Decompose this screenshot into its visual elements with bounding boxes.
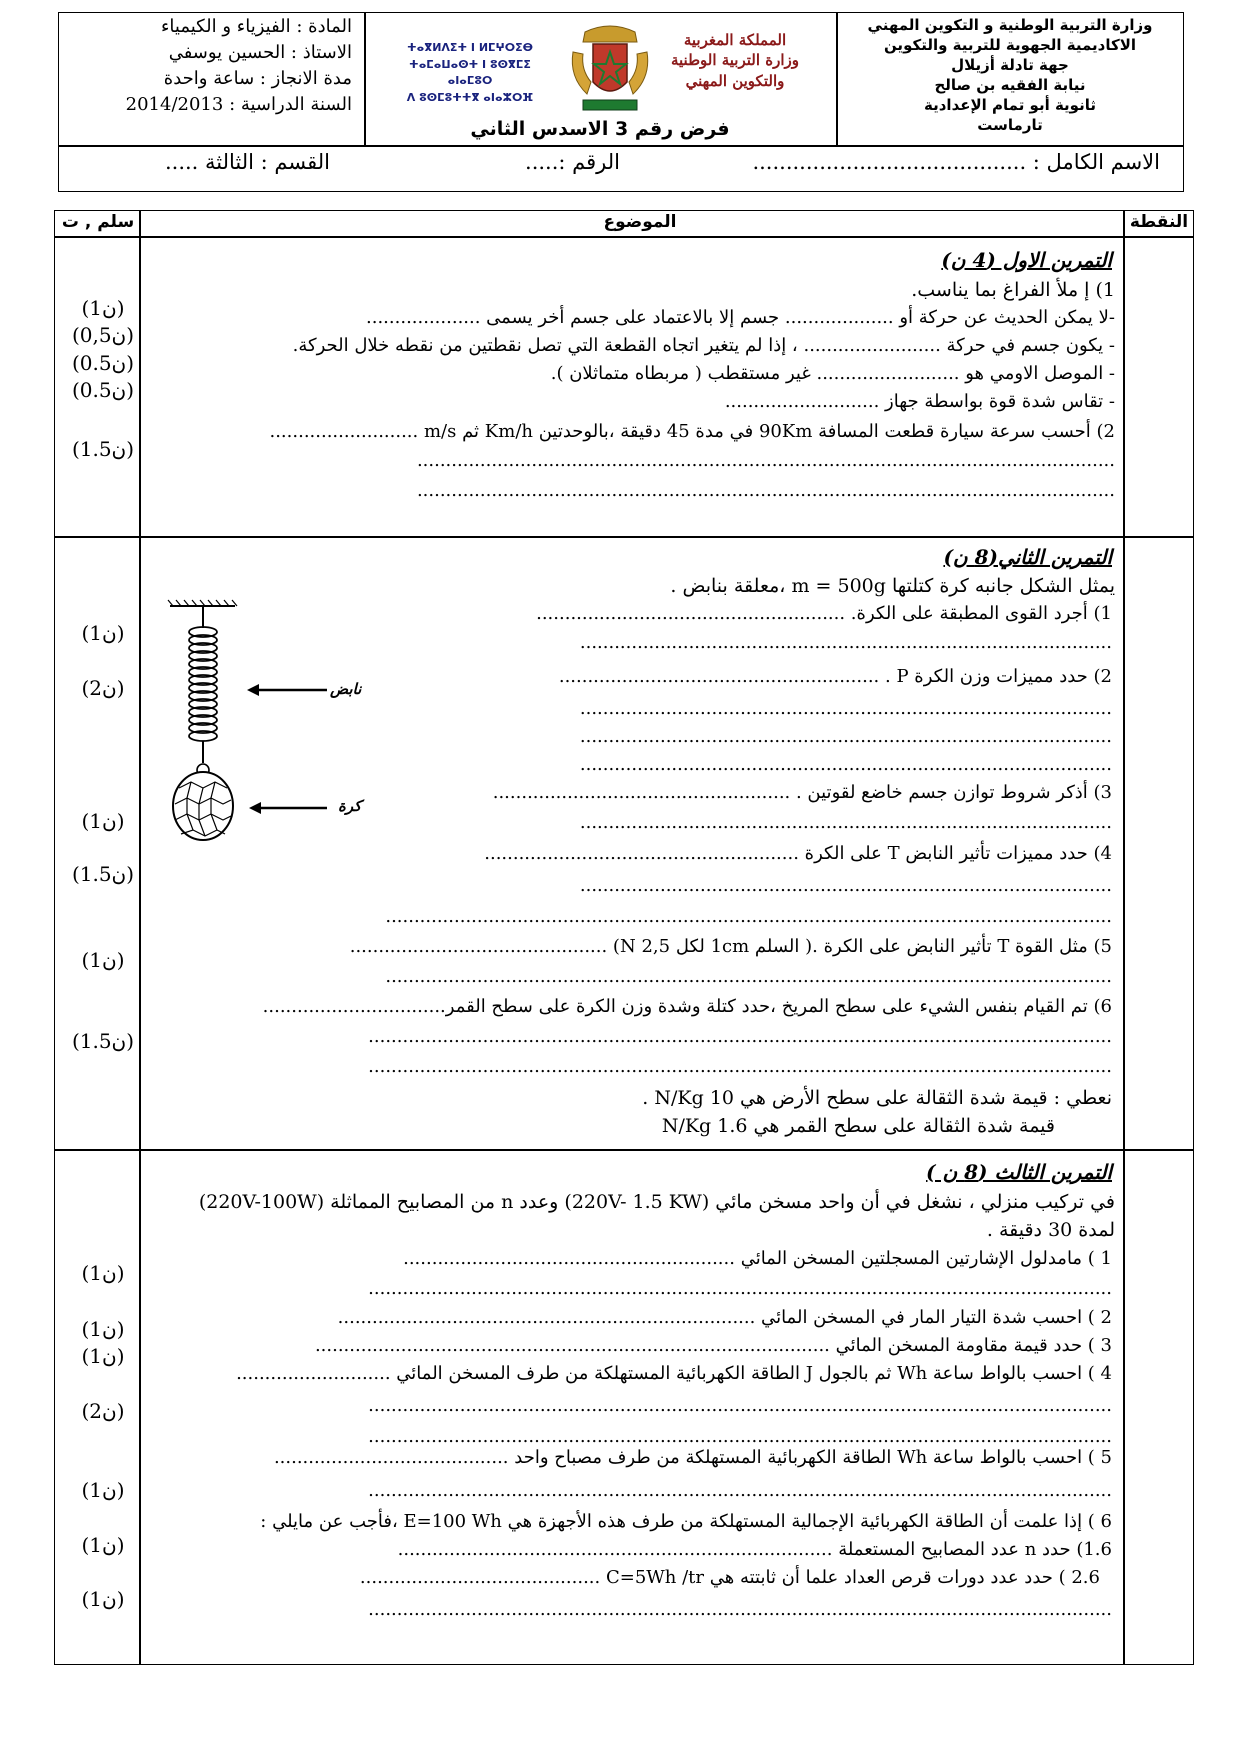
- duration-line: مدة الانجاز : ساعة واحدة: [163, 68, 352, 89]
- kingdom-text: المملكة المغربية وزارة التربية الوطنية والتكوين المهني: [670, 31, 799, 90]
- ex1-line-6[interactable]: 2) أحسب سرعة سيارة قطعت المسافة 90Km في مدة 45 دقيقة ،بالوحدتين Km/h ثم m/s ..........................: [269, 421, 1115, 442]
- ex1-bottom-line: [54, 536, 1194, 538]
- ex2-answer-line[interactable]: .............................................................................................: [579, 698, 1112, 719]
- col-header-subject: الموضوع: [603, 212, 677, 232]
- header-divider-h: [58, 145, 1184, 147]
- spring-label: نابض: [330, 680, 362, 698]
- ex1-line-2[interactable]: -لا يمكن الحديث عن حركة أو ................... جسم إلا بالاعتماد على جسم أخر يسمى ....................: [366, 307, 1115, 328]
- ex3-answer-line[interactable]: ..................................................................................................................................: [368, 1426, 1112, 1447]
- ex2-bottom-line: [54, 1149, 1194, 1151]
- ex2-q5[interactable]: 5) مثل القوة T تأثير النابض على الكرة .( السلم 1cm لكل 2,5 N) .............................................: [349, 936, 1112, 957]
- ex3-q4[interactable]: 4 ) احسب بالواط ساعة Wh ثم بالجول J الطاقة الكهربائية المستهلكة من طرف المسخن المائي ...........................: [236, 1363, 1112, 1384]
- delegation-line: نيابة الفقيه بن صالح: [934, 76, 1086, 94]
- ex3-q5[interactable]: 5 ) احسب بالواط ساعة Wh الطاقة الكهربائية المستهلكة من طرف مصباح واحد .........................................: [273, 1447, 1112, 1468]
- ex3-title: التمرين الثالث (8 ن ): [926, 1160, 1112, 1184]
- header-divider-2: [836, 12, 838, 146]
- ex3-q6: 6 ) إذا علمت أن الطاقة الكهربائية الإجمالية المستهلكة من طرف هذه الأجهزة هي E=100 Wh ،فأجب عن مايلي :: [260, 1511, 1112, 1532]
- ex1-line-4[interactable]: - الموصل الاومي هو ......................... غير مستقطب ( مربطاه متماثلان ).: [550, 363, 1115, 384]
- ex3-answer-line[interactable]: ..................................................................................................................................: [368, 1278, 1112, 1299]
- ex3-points: (1ن): [81, 1261, 125, 1285]
- student-number-field[interactable]: الرقم :.....: [525, 150, 620, 174]
- ex2-points: (1.5ن): [71, 1029, 135, 1053]
- ex3-intro-1: في تركيب منزلي ، نشغل في أن واحد مسخن مائي (220V- 1.5 KW) وعدد n من المصابيح المماثلة (220V-100W): [198, 1191, 1115, 1213]
- ex1-line-5[interactable]: - تقاس شدة قوة بواسطة جهاز ...........................: [724, 391, 1115, 412]
- ex2-answer-line[interactable]: ..................................................................................................................................: [368, 1026, 1112, 1047]
- ex3-points: (1ن): [81, 1344, 125, 1368]
- ex3-answer-line[interactable]: ..................................................................................................................................: [368, 1599, 1112, 1620]
- ex2-q2[interactable]: 2) حدد مميزات وزن الكرة P . ........................................................: [558, 666, 1112, 687]
- school-line: ثانوية أبو تمام الإعدادية: [924, 96, 1096, 114]
- ex2-title: التمرين الثاني(8 ن): [943, 545, 1112, 569]
- ex1-title: التمرين الاول (4 ن): [941, 248, 1112, 272]
- logo-block: [370, 22, 830, 122]
- ministry-block: [845, 18, 1175, 133]
- ex2-points: (1.5ن): [71, 862, 135, 886]
- col-divider-left: [139, 210, 141, 1665]
- ex3-q1[interactable]: 1 ) مامدلول الإشارتين المسجلتين المسخن المائي ..........................................................: [403, 1248, 1112, 1269]
- ex2-given-2: قيمة شدة الثقالة على سطح القمر هي 1.6 N/Kg: [661, 1115, 1055, 1137]
- teacher-line: الاستاذ : الحسين يوسفي: [168, 42, 352, 63]
- ex2-answer-line[interactable]: ...............................................................................................................................: [385, 966, 1112, 987]
- ex1-points: (0.5ن): [71, 378, 135, 402]
- ex3-answer-line[interactable]: ..................................................................................................................................: [368, 1480, 1112, 1501]
- ex3-answer-line[interactable]: ..................................................................................................................................: [368, 1395, 1112, 1416]
- ex2-q1[interactable]: 1) أجرد القوى المطبقة على الكرة. ......................................................: [536, 603, 1112, 624]
- ex1-points: (0,5ن): [71, 323, 135, 347]
- subject-line: المادة : الفيزياء و الكيمياء: [160, 16, 352, 37]
- ex3-points: (1ن): [81, 1587, 125, 1611]
- col-header-scale: سلم , ت: [61, 212, 135, 232]
- col-header-grade: النقطة: [1129, 212, 1189, 232]
- ministry-line: وزارة التربية الوطنية و التكوين المهني: [867, 16, 1153, 34]
- ex2-q3[interactable]: 3) أذكر شروط توازن جسم خاضع لقوتين . ....................................................: [492, 782, 1112, 803]
- ex3-q6-1[interactable]: 1.6) حدد n عدد المصابيح المستعملة ............................................................................: [397, 1539, 1112, 1560]
- ex2-answer-line[interactable]: .............................................................................................: [579, 875, 1112, 896]
- ex2-answer-line[interactable]: ...............................................................................................................................: [385, 906, 1112, 927]
- ex3-points: (1ن): [81, 1533, 125, 1557]
- academy-line: الاكاديمية الجهوية للتربية والتكوين: [883, 36, 1137, 54]
- ex2-answer-line[interactable]: .............................................................................................: [579, 754, 1112, 775]
- ex2-answer-line[interactable]: .............................................................................................: [579, 812, 1112, 833]
- ex2-given-1: نعطي : قيمة شدة الثقالة على سطح الأرض هي 10 N/Kg .: [642, 1087, 1112, 1109]
- coat-of-arms-emblem: [565, 22, 655, 122]
- exam-title: فرض رقم 3 الاسدس الثاني: [470, 118, 730, 140]
- ex1-answer-line[interactable]: ..........................................................................................................................: [416, 480, 1115, 501]
- ex3-points: (1ن): [81, 1478, 125, 1502]
- header-row-line: [54, 236, 1194, 238]
- ex1-points: (1.5ن): [71, 437, 135, 461]
- ex2-intro: يمثل الشكل جانبه كرة كتلتها m = 500g ،معلقة بنابض .: [670, 575, 1115, 597]
- ex3-points: (1ن): [81, 1317, 125, 1341]
- town-line: تارماست: [977, 116, 1043, 134]
- ex2-answer-line[interactable]: ..................................................................................................................................: [368, 1056, 1112, 1077]
- col-divider-right: [1123, 210, 1125, 1665]
- subject-block: [70, 18, 352, 114]
- ex2-answer-line[interactable]: .............................................................................................: [579, 726, 1112, 747]
- ex2-points: (1ن): [81, 948, 125, 972]
- ex2-points: (2ن): [81, 676, 125, 700]
- ex3-q6-2[interactable]: 2.6 ) حدد عدد دورات قرص العداد علما أن ثابتته هي C=5Wh /tr ..........................................: [359, 1567, 1100, 1588]
- ex2-points: (1ن): [81, 621, 125, 645]
- tifinagh-text: ⵜⴰⴳⵍⴷⵉⵜ ⵏ ⵍⵎⵖⵔⵉⴱ ⵜⴰⵎⴰⵡⴰⵙⵜ ⵏ ⵓⵙⴳⵎⵉ ⴰⵏⴰⵎⵓⵔ ⴷ ⵓⵙⵎⵓⵜⵜⴳ ⴰⵏⴰⵣⵔⴼ: [406, 41, 534, 104]
- ex3-q2[interactable]: 2 ) احسب شدة التيار المار في المسخن المائي .........................................................................: [337, 1307, 1112, 1328]
- ex3-q3[interactable]: 3 ) حدد قيمة مقاومة المسخن المائي ..........................................................................................: [314, 1335, 1112, 1356]
- ex1-points: (0.5ن): [71, 351, 135, 375]
- region-line: جهة تادلة أزيلال: [951, 56, 1069, 74]
- ex1-line-1: 1) إ ملأ الفراغ بما يناسب.: [911, 279, 1115, 301]
- student-class-field[interactable]: القسم : الثالثة .....: [164, 150, 330, 174]
- header-divider-1: [364, 12, 366, 146]
- ex1-answer-line[interactable]: ..........................................................................................................................: [416, 450, 1115, 471]
- ball-label: كرة: [338, 797, 362, 815]
- ex1-line-3[interactable]: - يكون جسم في حركة ........................ ، إذا لم يتغير اتجاه القطعة التي تصل نقطتين من نقطه خلال الحركة.: [292, 335, 1115, 356]
- ex1-points: (1ن): [81, 296, 125, 320]
- student-name-field[interactable]: الاسم الكامل : .........................................: [752, 150, 1160, 174]
- ex3-intro-2: لمدة 30 دقيقة .: [986, 1219, 1115, 1241]
- ex2-q4[interactable]: 4) حدد مميزات تأثير النابض T على الكرة .......................................................: [484, 843, 1112, 864]
- ex2-points: (1ن): [81, 809, 125, 833]
- ex2-q6[interactable]: 6) تم القيام بنفس الشيء على سطح المريخ ،حدد كتلة وشدة وزن الكرة على سطح القمر................................: [262, 996, 1112, 1017]
- ex2-answer-line[interactable]: .............................................................................................: [579, 632, 1112, 653]
- school-year-line: السنة الدراسية : 2014/2013: [125, 94, 352, 115]
- ex3-points: (2ن): [81, 1399, 125, 1423]
